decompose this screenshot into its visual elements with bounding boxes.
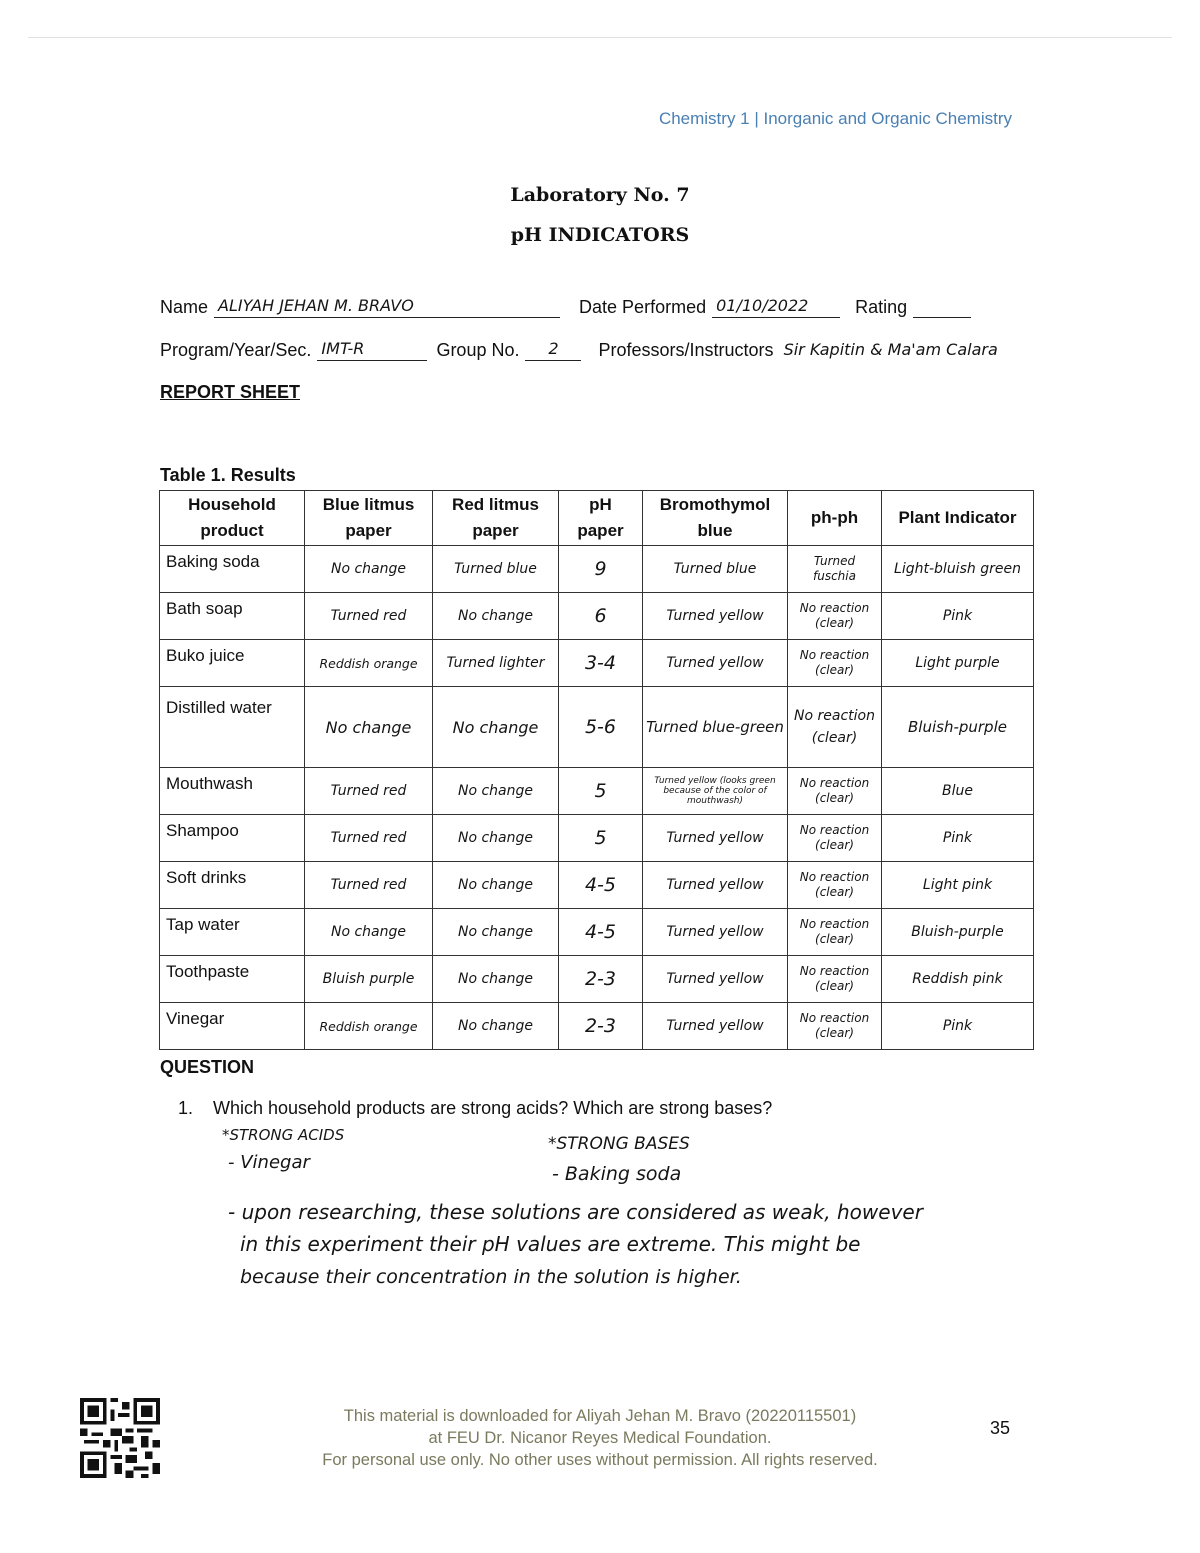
plant-cell: Pink — [882, 815, 1034, 862]
header-red-litmus: Red litmus paper — [433, 491, 559, 546]
notice-line-1: This material is downloaded for Aliyah Jehan M. Bravo (20220115501) — [343, 1407, 857, 1425]
product-cell: Vinegar — [160, 1003, 305, 1050]
product-cell: Bath soap — [160, 593, 305, 640]
question-1 — [178, 1098, 772, 1119]
plant-cell: Light-bluish green — [882, 546, 1034, 593]
header-plant-indicator: Plant Indicator — [882, 491, 1034, 546]
bromothymol-cell: Turned yellow — [643, 956, 788, 1003]
product-cell: Tap water — [160, 909, 305, 956]
report-sheet-heading: REPORT SHEET — [160, 382, 301, 402]
title-block — [0, 175, 1200, 255]
blue-litmus-cell: No change — [305, 546, 433, 593]
table-caption: Table 1. Results — [160, 465, 296, 485]
blue-litmus-cell: Reddish orange — [305, 640, 433, 687]
page-number: 35 — [990, 1418, 1011, 1438]
phph-cell: No reaction (clear) — [788, 640, 882, 687]
blue-litmus-cell: No change — [305, 687, 433, 768]
bases-heading: *STRONG BASES — [548, 1134, 690, 1154]
program-label: Program/Year/Sec. — [160, 340, 312, 360]
table-row — [160, 815, 1034, 862]
red-litmus-cell: No change — [433, 768, 559, 815]
date-label: Date Performed — [579, 297, 707, 317]
red-litmus-cell: No change — [433, 909, 559, 956]
plant-cell: Light purple — [882, 640, 1034, 687]
acids-heading: *STRONG ACIDS — [222, 1126, 345, 1144]
lab-title: pH INDICATORS — [510, 224, 690, 246]
prof-field[interactable]: Sir Kapitin & Ma'am Calara — [783, 340, 998, 359]
blue-litmus-cell: Turned red — [305, 815, 433, 862]
answer-line-2: in this experiment their pH values are extreme. This might be — [240, 1232, 861, 1256]
product-cell: Soft drinks — [160, 862, 305, 909]
acids-item: - Vinegar — [228, 1152, 310, 1173]
red-litmus-cell: No change — [433, 815, 559, 862]
table-header-row — [160, 491, 1034, 546]
blue-litmus-cell: Bluish purple — [305, 956, 433, 1003]
phph-cell: No reaction (clear) — [788, 909, 882, 956]
bromothymol-cell: Turned yellow (looks green because of the color of mouthwash) — [643, 768, 788, 815]
product-cell: Distilled water — [160, 687, 305, 768]
program-field[interactable]: IMT-R — [317, 339, 427, 361]
lab-number: Laboratory No. 7 — [510, 184, 690, 206]
info-line-1 — [160, 296, 971, 318]
rating-label: Rating — [855, 297, 908, 317]
notice-line-2: at FEU Dr. Nicanor Reyes Medical Foundation. — [428, 1429, 772, 1447]
bromothymol-cell: Turned yellow — [643, 1003, 788, 1050]
ph-paper-cell: 9 — [559, 546, 643, 593]
ph-paper-cell: 3-4 — [559, 640, 643, 687]
plant-cell: Light pink — [882, 862, 1034, 909]
phph-cell: No reaction (clear) — [788, 862, 882, 909]
qr-code-icon — [80, 1398, 160, 1478]
ph-paper-cell: 4-5 — [559, 909, 643, 956]
bromothymol-cell: Turned yellow — [643, 862, 788, 909]
bromothymol-cell: Turned blue — [643, 546, 788, 593]
blue-litmus-cell: Turned red — [305, 593, 433, 640]
plant-cell: Pink — [882, 593, 1034, 640]
header-blue-litmus: Blue litmus paper — [305, 491, 433, 546]
phph-cell: No reaction (clear) — [788, 593, 882, 640]
product-cell: Mouthwash — [160, 768, 305, 815]
table-row — [160, 593, 1034, 640]
red-litmus-cell: Turned blue — [433, 546, 559, 593]
info-line-2 — [160, 339, 1018, 361]
prof-label: Professors/Instructors — [598, 340, 774, 360]
question-text: Which household products are strong acids? Which are strong bases? — [213, 1098, 773, 1118]
table-row — [160, 956, 1034, 1003]
blue-litmus-cell: Turned red — [305, 768, 433, 815]
header-ph-ph: ph-ph — [788, 491, 882, 546]
ph-paper-cell: 2-3 — [559, 1003, 643, 1050]
red-litmus-cell: No change — [433, 1003, 559, 1050]
bases-item: - Baking soda — [552, 1163, 682, 1185]
plant-cell: Bluish-purple — [882, 909, 1034, 956]
notice-line-3: For personal use only. No other uses without permission. All rights reserved. — [322, 1451, 878, 1469]
red-litmus-cell: No change — [433, 593, 559, 640]
bromothymol-cell: Turned yellow — [643, 640, 788, 687]
bromothymol-cell: Turned yellow — [643, 909, 788, 956]
group-field[interactable]: 2 — [525, 339, 581, 361]
date-field[interactable]: 01/10/2022 — [712, 296, 840, 318]
plant-cell: Reddish pink — [882, 956, 1034, 1003]
running-head: Chemistry 1 | Inorganic and Organic Chemistry — [658, 109, 1012, 128]
blue-litmus-cell: Turned red — [305, 862, 433, 909]
rating-field[interactable] — [913, 297, 971, 318]
plant-cell: Pink — [882, 1003, 1034, 1050]
plant-cell: Blue — [882, 768, 1034, 815]
ph-paper-cell: 6 — [559, 593, 643, 640]
answer-line-1: - upon researching, these solutions are considered as weak, however — [228, 1200, 923, 1224]
header-ph-paper: pH paper — [559, 491, 643, 546]
bromothymol-cell: Turned blue-green — [643, 687, 788, 768]
table-row — [160, 687, 1034, 768]
product-cell: Buko juice — [160, 640, 305, 687]
table-row — [160, 1003, 1034, 1050]
bromothymol-cell: Turned yellow — [643, 815, 788, 862]
phph-cell: No reaction (clear) — [788, 956, 882, 1003]
question-heading: QUESTION — [160, 1057, 255, 1077]
red-litmus-cell: No change — [433, 687, 559, 768]
header-household-product: Household product — [160, 491, 305, 546]
table-row — [160, 640, 1034, 687]
results-table — [159, 490, 1034, 1050]
header-bromothymol-blue: Bromothymol blue — [643, 491, 788, 546]
ph-paper-cell: 4-5 — [559, 862, 643, 909]
question-number: 1. — [178, 1098, 194, 1118]
phph-cell: No reaction (clear) — [788, 687, 882, 768]
group-label: Group No. — [436, 340, 520, 360]
phph-cell: Turned fuschia — [788, 546, 882, 593]
red-litmus-cell: Turned lighter — [433, 640, 559, 687]
answer-line-3: because their concentration in the solution is higher. — [240, 1266, 742, 1288]
product-cell: Shampoo — [160, 815, 305, 862]
table-row — [160, 909, 1034, 956]
product-cell: Toothpaste — [160, 956, 305, 1003]
table-row — [160, 862, 1034, 909]
table-row — [160, 546, 1034, 593]
red-litmus-cell: No change — [433, 862, 559, 909]
ph-paper-cell: 5 — [559, 768, 643, 815]
download-notice — [200, 1405, 1000, 1471]
red-litmus-cell: No change — [433, 956, 559, 1003]
phph-cell: No reaction (clear) — [788, 815, 882, 862]
ph-paper-cell: 2-3 — [559, 956, 643, 1003]
ph-paper-cell: 5-6 — [559, 687, 643, 768]
phph-cell: No reaction (clear) — [788, 1003, 882, 1050]
blue-litmus-cell: Reddish orange — [305, 1003, 433, 1050]
ph-paper-cell: 5 — [559, 815, 643, 862]
plant-cell: Bluish-purple — [882, 687, 1034, 768]
phph-cell: No reaction (clear) — [788, 768, 882, 815]
bromothymol-cell: Turned yellow — [643, 593, 788, 640]
name-label: Name — [160, 297, 209, 317]
table-row — [160, 768, 1034, 815]
product-cell: Baking soda — [160, 546, 305, 593]
top-rule — [28, 37, 1172, 38]
name-field[interactable]: ALIYAH JEHAN M. BRAVO — [214, 296, 560, 318]
blue-litmus-cell: No change — [305, 909, 433, 956]
